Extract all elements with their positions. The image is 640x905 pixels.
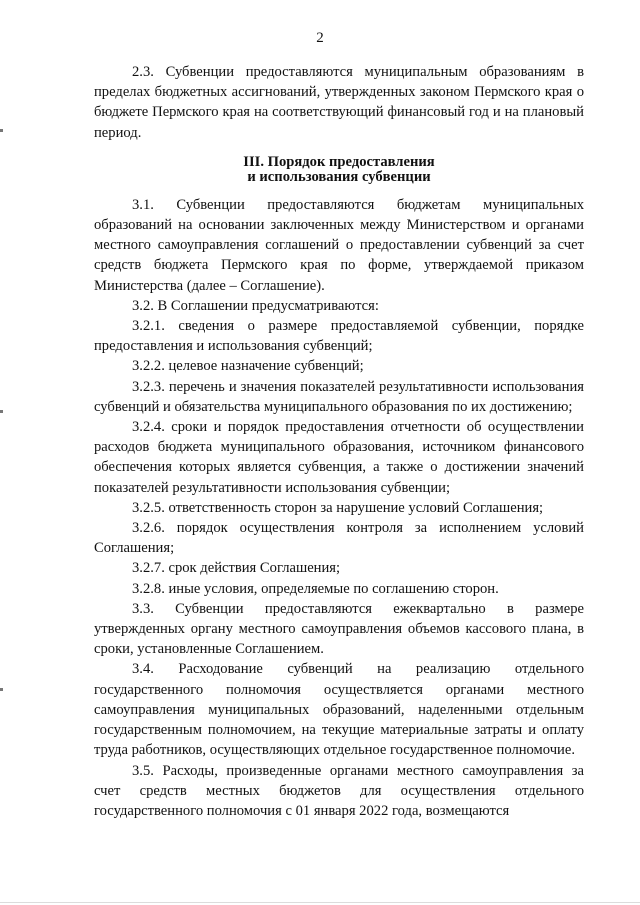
paragraph-3-2-4: 3.2.4. сроки и порядок предоставления отчетности об осуществлении расходов бюджета муниципального образования, источником финансового обеспечения которых является субвенция, а также о достижении значений показателей результативности использования субвенции; xyxy=(94,419,584,496)
paragraph-3-2-1: 3.2.1. сведения о размере предоставляемой субвенции, порядке предоставления и использования субвенций; xyxy=(94,318,584,355)
paragraph-2-3: 2.3. Субвенции предоставляются муниципальным образованиям в пределах бюджетных ассигнований, утвержденных законом Пермского края о бюджете Пермского края на соответствующий финансовый год и на плановый период. xyxy=(94,64,584,141)
margin-mark xyxy=(0,688,3,691)
margin-mark xyxy=(0,410,3,413)
paragraph-3-1: 3.1. Субвенции предоставляются бюджетам муниципальных образований на основании заключенных между Министерством и органами местного самоуправления соглашений о предоставлении субвенций за счет средств бюджета Пермского края по форме, утверждаемой приказом Министерства (далее – Соглашение). xyxy=(94,196,584,294)
paragraph-3-5: 3.5. Расходы, произведенные органами местного самоуправления за счет средств местных бюджетов для осуществления отдельного государственного полномочия с 01 января 2022 года, возмещаются xyxy=(94,762,584,819)
document-body xyxy=(94,62,584,821)
page-bottom-edge xyxy=(0,902,640,903)
section-heading xyxy=(94,155,584,185)
paragraph-3-2-6: 3.2.6. порядок осуществления контроля за исполнением условий Соглашения; xyxy=(94,520,584,557)
heading-line-2: и использования субвенции xyxy=(247,168,431,185)
paragraph-3-2-3: 3.2.3. перечень и значения показателей результативности использования субвенций и обязательства муниципального образования по их достижению; xyxy=(94,378,584,415)
page-number: 2 xyxy=(316,30,324,46)
paragraph-3-2: 3.2. В Соглашении предусматриваются: xyxy=(132,297,379,314)
margin-mark xyxy=(0,129,3,132)
paragraph-3-4: 3.4. Расходование субвенций на реализацию отдельного государственного полномочия осуществляется органами местного самоуправления муниципальных образований, наделенными отдельным государственным полномочием, на текущие материальные затраты и оплату труда работников, осуществляющих отдельное государственное полномочие. xyxy=(94,661,584,759)
heading-line-1: III. Порядок предоставления xyxy=(243,153,435,170)
paragraph-3-2-2: 3.2.2. целевое назначение субвенций; xyxy=(132,358,364,375)
paragraph-3-2-7: 3.2.7. срок действия Соглашения; xyxy=(132,560,341,577)
paragraph-3-2-5: 3.2.5. ответственность сторон за нарушение условий Соглашения; xyxy=(132,499,544,516)
paragraph-3-2-8: 3.2.8. иные условия, определяемые по соглашению сторон. xyxy=(132,580,499,597)
paragraph-3-3: 3.3. Субвенции предоставляются ежеквартально в размере утвержденных органу местного самоуправления объемов кассового плана, в сроки, установленные Соглашением. xyxy=(94,600,584,658)
